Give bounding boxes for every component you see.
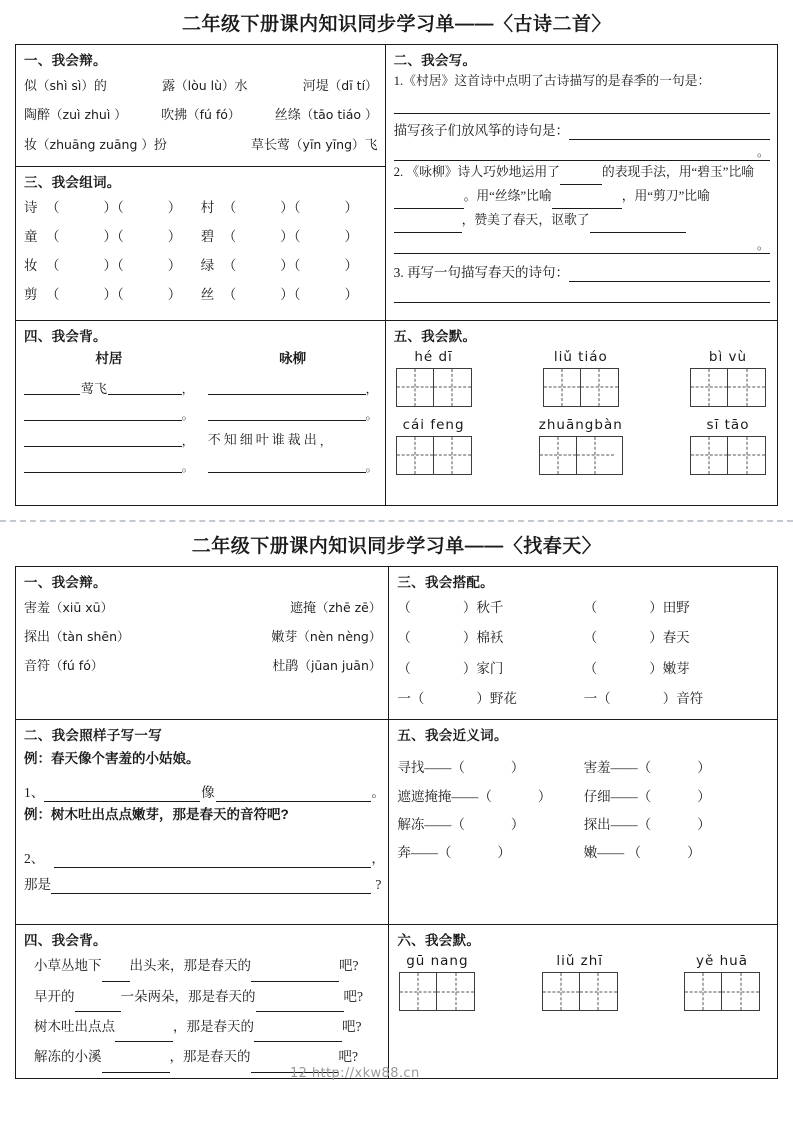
bian-item: 吹拂（fú fó） [161,107,241,123]
answer-rule-wrap [394,233,770,254]
worksheet-gushi-ershou [15,0,778,506]
dictation-item [539,417,623,475]
blank[interactable] [208,404,366,421]
answer-rule-wrap [394,140,770,161]
bian-item: 陶醉（zuì zhuì ） [24,107,127,123]
synonym-item[interactable]: 嫩—— （ ） [583,845,701,861]
dictation-item [399,953,475,1011]
tianzige-box[interactable] [396,436,472,475]
question-1b [394,114,770,140]
imitate-item-2-line2 [24,868,381,894]
poem-text: 不知细叶谁裁出 [207,431,320,447]
bian-item: 杜鹃（jūan juān） [272,658,382,674]
tianzige-box[interactable] [539,436,623,475]
cell-w2-sec4-recite [16,925,389,1079]
bian-item: 草长莺（yīn yīng）飞 [251,136,378,152]
synonym-item[interactable]: 害羞——（ ） [583,760,711,776]
tianzige-box[interactable] [690,368,766,407]
cell-w2-sec6-dictation [389,925,778,1079]
zuci-row [24,280,378,309]
tianzige-box[interactable] [396,368,472,407]
cell-sec4-recite [16,320,386,505]
worksheet1-table [15,44,778,506]
table-row [16,566,778,720]
bian-item: 嫩芽（nèn nèng） [271,629,382,645]
synonym-item[interactable]: 探出——（ ） [583,817,711,833]
recite-line [24,982,381,1012]
match-row [397,593,770,623]
table-row [16,720,778,925]
tianzige-box[interactable] [542,972,618,1011]
blank[interactable] [251,968,339,982]
match-item[interactable]: （ ）田野 [583,599,690,615]
period-mark: 。 [756,144,769,159]
punct: 。 [365,459,378,474]
pinyin-label: cái feng [402,416,465,433]
blank[interactable] [208,378,366,395]
pinyin-label: zhuāngbàn [538,416,623,433]
table-row [16,320,778,505]
zuci-item: 妆 （ ）（ ） [24,251,201,280]
imitate-item-1 [24,772,385,802]
punct: ， [365,381,378,396]
section-heading-2d: 四、我会背。 [24,933,107,949]
punct: ， [181,381,194,396]
cell-sec5-dictation [385,320,777,505]
blank[interactable] [108,378,182,395]
bian-item: 似（shì sì）的 [24,78,107,93]
recite-text: 吧? [343,988,363,1004]
pinyin-label: sī tāo [706,416,750,433]
section-heading-2e: 五、我会近义词。 [397,728,508,744]
recite-text: 吧? [338,1049,358,1065]
poem-columns [24,347,378,473]
dictation-item [542,953,618,1011]
poem-title: 咏柳 [279,350,307,366]
item-mid-word: 像 [201,784,215,800]
match-row [397,623,770,653]
blank[interactable] [102,968,130,982]
poem-line [24,447,194,473]
zuci-item: 童 （ ）（ ） [24,222,201,251]
punct: 。 [365,407,378,422]
poem-line [208,395,378,421]
match-item[interactable]: （ ）春天 [583,630,690,646]
punct: 。 [371,784,385,800]
section-heading-1e: 五、我会默。 [393,328,477,344]
section-heading-2f: 六、我会默。 [397,933,481,949]
section-heading-1c: 三、我会组词。 [24,174,121,190]
bian-item: 遮掩（zhē zē） [289,599,382,615]
blank[interactable] [552,185,622,209]
pinyin-label: liǔ tiáo [553,348,608,365]
punct: ， [319,433,332,448]
dictation-row [394,415,770,475]
bian-item: 丝绦（tāo tiáo ） [274,107,378,123]
tianzige-box[interactable] [690,436,766,475]
dictation-row [394,347,770,407]
bian-row [24,593,381,622]
zuci-item: 诗 （ ）（ ） [24,193,201,222]
tianzige-box[interactable] [543,368,619,407]
match-item[interactable]: （ ）家门 [397,660,504,676]
recite-text: 树木吐出点点 [34,1019,115,1035]
blank-paren[interactable]: （ ）（ ） [46,257,182,273]
dictation-item [543,349,619,407]
blank[interactable] [44,784,200,802]
zuci-row [24,193,378,222]
recite-text: 吧? [342,1019,362,1035]
match-row [397,654,770,684]
q2-part-c: 。用“丝绦”比喻 [463,188,552,203]
match-row [397,684,770,714]
bian-row [24,622,381,651]
poem-cunju [24,347,194,473]
zuci-row [24,251,378,280]
synonym-row [397,783,770,811]
section-heading-2c: 三、我会搭配。 [397,574,494,590]
q2-part-b: 的表现手法，用“碧玉”比喻 [601,164,755,179]
section-heading-1d: 四、我会背。 [24,328,107,344]
punct: 。 [181,407,194,422]
cell-w2-sec1-bian [16,566,389,720]
blank-paren[interactable]: （ ）（ ） [46,286,182,302]
cell-w2-sec2-imitate [16,720,389,925]
answer-rule[interactable] [394,233,770,254]
recite-text: 出头来，那是春天的 [129,958,251,974]
zuci-item: 村 （ ）（ ） [201,193,378,222]
section-heading-2b: 二、我会照样子写一写 [24,728,162,744]
recite-text: 吧? [339,958,359,974]
punct: 。 [181,459,194,474]
dictation-item [396,417,472,475]
section-heading-1a: 一、我会辩。 [24,53,107,68]
poem-line [208,447,378,473]
q2-part-a: 2. 《咏柳》诗人巧妙地运用了 [393,164,560,179]
answer-rule[interactable] [569,122,770,140]
bian-row [24,100,378,129]
pinyin-label: gū nang [406,953,469,970]
synonym-row [397,811,770,839]
pinyin-label: hé dī [414,348,453,365]
synonym-row [397,839,770,867]
blank[interactable] [254,1028,342,1042]
blank[interactable] [24,456,182,473]
imitate-item-2 [24,838,385,868]
bian-item: 音符（fú fó） [24,658,104,674]
poem-line [24,421,194,447]
worksheet-zhaochuntian [15,522,778,1079]
dictation-item [690,417,766,475]
bian-item: 露（lòu lù）水 [162,78,248,93]
blank[interactable] [208,456,366,473]
item-label: 那是 [24,876,51,892]
table-row [16,925,778,1079]
zuci-item: 剪 （ ）（ ） [24,280,201,309]
match-item[interactable]: （ ）秋千 [397,599,504,615]
blank[interactable] [24,404,182,421]
recite-text: 解冻的小溪 [34,1049,102,1065]
question-1b-label: 描写孩子们放风筝的诗句是： [393,122,570,138]
page-title-1: 二年级下册课内知识同步学习单——〈古诗二首〉 [181,14,611,35]
pinyin-label: yě huā [696,953,748,970]
section-heading-1b: 二、我会写。 [393,53,477,68]
poem-word: 莺飞 [81,380,108,396]
poem-line [208,369,378,395]
worksheet2-table [15,566,778,1079]
dictation-row [397,951,770,1011]
cell-w2-sec3-match [389,566,778,720]
blank[interactable] [75,998,121,1012]
bian-item: 河堤（dī tí） [302,78,378,93]
punct: ， [371,850,385,866]
synonym-item[interactable]: 寻找——（ ） [397,760,525,776]
item-number: 2、 [24,850,45,866]
q2-part-e: ，赞美了春天，讴歌了 [461,212,590,227]
dictation-item [396,349,472,407]
zuci-item: 绿 （ ）（ ） [201,251,378,280]
answer-rule[interactable] [394,282,770,303]
dictation-item [684,953,760,1011]
blank[interactable] [115,1028,173,1042]
recite-line [24,951,381,981]
blank-paren[interactable]: （ ）（ ） [222,286,359,302]
bian-row [24,651,381,680]
tianzige-box[interactable] [399,972,475,1011]
punct: ， [181,433,194,448]
synonym-row [397,754,770,782]
recite-text: ，那是春天的 [173,1019,254,1035]
synonym-item[interactable]: 遮遮掩掩——（ ） [397,788,552,804]
item-number: 1、 [24,784,45,800]
page-title-2: 二年级下册课内知识同步学习单——〈找春天〉 [191,535,602,557]
blank[interactable] [24,378,80,395]
question-2-text [394,161,770,233]
blank-paren[interactable]: （ ）（ ） [222,257,359,273]
zuci-item: 碧 （ ）（ ） [201,222,378,251]
answer-rule[interactable] [394,140,770,161]
bian-item: 害羞（xiū xū） [24,599,114,615]
blank[interactable] [24,430,182,447]
cell-w2-sec5-synonym [389,720,778,925]
dictation-item [690,349,766,407]
question-1-text: 1.《村居》这首诗中点明了古诗描写的是春季的一句是： [393,74,711,88]
answer-rule[interactable] [394,93,770,114]
blank-paren[interactable]: （ ）（ ） [46,199,182,215]
q2-part-d: ，用“剪刀”比喻 [621,188,710,203]
blank[interactable] [394,209,462,233]
synonym-item[interactable]: 奔——（ ） [397,845,511,861]
match-item[interactable]: 一（ ）音符 [583,690,704,706]
example-sentence-1: 例：春天像个害羞的小姑娘。 [24,751,200,767]
zuci-row [24,222,378,251]
table-row [16,45,778,167]
recite-text: ，那是春天的 [169,1049,251,1065]
answer-rule[interactable] [569,264,770,282]
blank[interactable] [590,209,686,233]
match-item[interactable]: （ ）棉袄 [397,630,504,646]
cell-sec2-write [385,45,777,321]
match-item[interactable]: （ ）嫩芽 [583,660,690,676]
blank[interactable] [102,1059,170,1073]
cell-sec1-bian [16,45,386,167]
blank[interactable] [54,850,371,868]
cell-sec3-zuci [16,166,386,320]
recite-text: 早开的 [34,988,75,1004]
recite-text: 小草丛地下 [34,958,102,974]
pinyin-label: liǔ zhī [556,953,604,970]
poem-line [208,421,378,447]
synonym-item[interactable]: 解冻——（ ） [397,817,525,833]
section-heading-2a: 一、我会辩。 [24,574,107,590]
synonym-item[interactable]: 仔细——（ ） [583,788,711,804]
blank-paren[interactable]: （ ）（ ） [222,199,359,215]
punct: ? [375,876,382,892]
bian-row [24,71,378,100]
bian-item: 探出（tàn shēn） [24,629,130,645]
zuci-item: 丝 （ ）（ ） [201,280,378,309]
watermark-text: 12 http://xkw88.cn [290,1066,420,1081]
blank-paren[interactable]: （ ）（ ） [46,228,182,244]
recite-line [24,1012,381,1042]
blank[interactable] [256,998,344,1012]
match-item[interactable]: 一（ ）野花 [397,690,517,706]
bian-row [24,130,378,159]
blank[interactable] [560,161,602,185]
blank[interactable] [51,876,371,894]
question-3 [394,254,770,282]
pinyin-label: bì vù [708,348,748,365]
question-3-label: 3. 再写一句描写春天的诗句： [393,264,570,280]
tianzige-box[interactable] [684,972,760,1011]
example-sentence-2: 例：树木吐出点点嫩芽，那是春天的音符吧? [24,806,289,822]
blank-paren[interactable]: （ ）（ ） [222,228,359,244]
bian-item: 妆（zhuāng zuāng ）扮 [24,136,167,152]
period-mark: 。 [756,237,769,252]
blank[interactable] [216,784,372,802]
poem-line [24,369,194,395]
recite-text: 一朵两朵，那是春天的 [120,988,256,1004]
blank[interactable] [394,185,464,209]
poem-yongliu [208,347,378,473]
poem-title: 村居 [95,350,123,366]
poem-line [24,395,194,421]
